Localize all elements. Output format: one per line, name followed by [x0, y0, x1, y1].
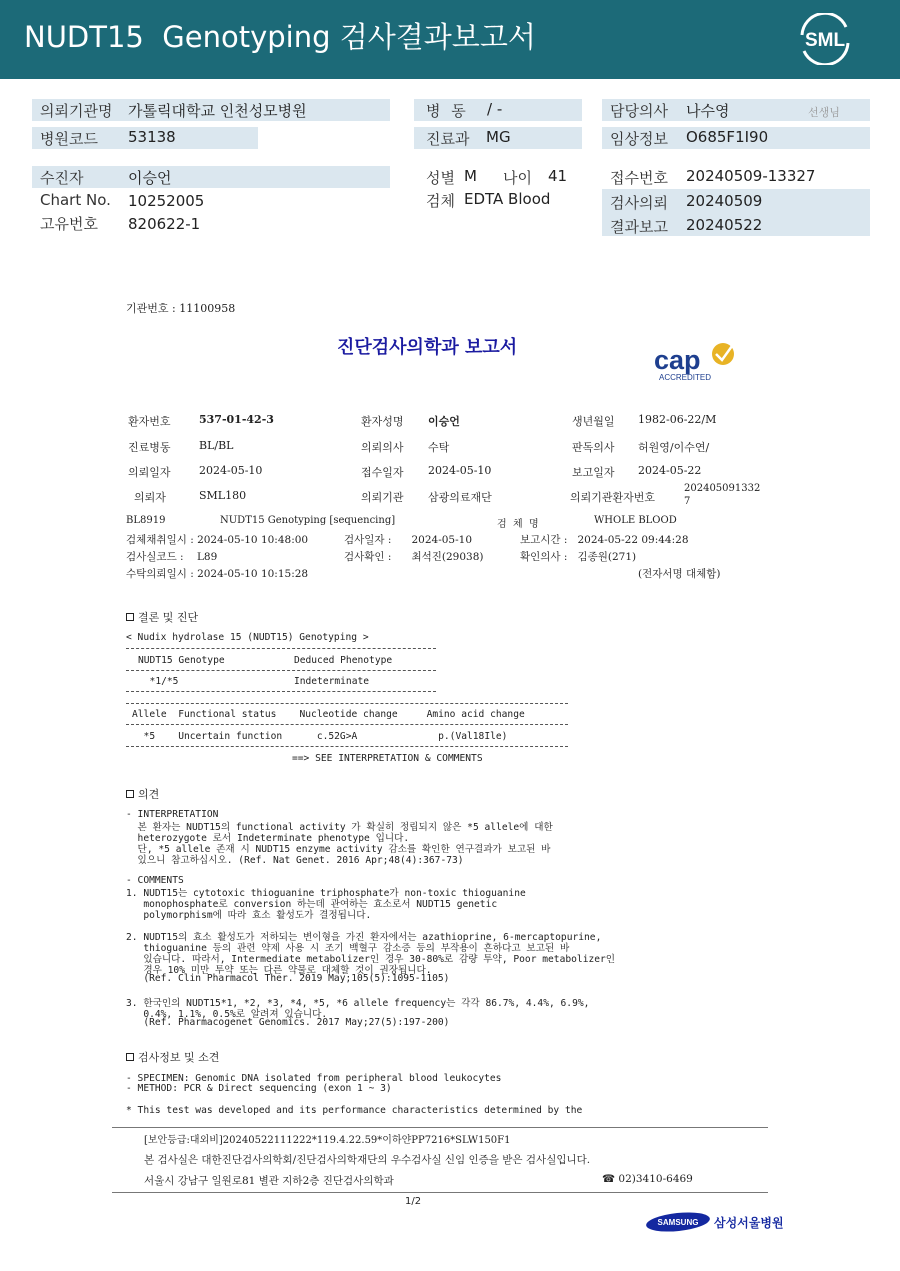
page-title: NUDT15 Genotyping 검사결과보고서	[24, 20, 536, 54]
rpt-row4-v2: 삼광의료재단	[428, 491, 492, 504]
test-code: BL8919	[126, 515, 166, 526]
svg-text:SAMSUNG: SAMSUNG	[657, 1218, 699, 1227]
hospital-code-label: 병원코드	[40, 130, 98, 148]
sml-logo-icon	[796, 13, 854, 65]
divider	[126, 691, 436, 692]
rpt-row3-v1: 2024-05-10	[199, 464, 263, 477]
allele-table-row: *5 Uncertain function c.52G>A p.(Val18Ile)	[132, 731, 508, 742]
page-number: 1/2	[405, 1196, 422, 1207]
specimen-value: EDTA Blood	[464, 190, 551, 208]
rpt-row2-v2: 수탁	[428, 441, 450, 454]
rpt-row4-v3b: 7	[684, 496, 691, 507]
report-title: 진단검사의학과 보고서	[337, 337, 518, 358]
clinical-info-label: 임상정보	[610, 130, 668, 148]
accession-label: 접수번호	[610, 169, 668, 187]
dept-value: MG	[486, 128, 511, 146]
rpt-row2-v1: BL/BL	[199, 439, 234, 452]
dept-label: 진료과	[426, 130, 470, 148]
age-label: 나이	[503, 169, 532, 187]
section-square-icon	[126, 790, 134, 798]
chart-value: 10252005	[128, 192, 205, 210]
comment2-line: thioguanine 등의 관련 약제 사용 시 조기 백혈구 감소증 등의 부작용이 흔하다고 보고된 바	[126, 943, 570, 954]
interp-line: heterozygote 로서 Indeterminate phenotype 입니다.	[126, 833, 410, 844]
specimen-label: 검체	[426, 192, 455, 210]
rpt-row1-v1: 537-01-42-3	[199, 413, 274, 426]
samsung-ellipse-icon	[645, 1211, 711, 1233]
rpt-row3-l3: 보고일자	[572, 466, 615, 479]
sex-label: 성별	[426, 169, 455, 187]
esign-note: (전자서명 대체함)	[638, 568, 721, 580]
doctor-value: 나수영	[686, 102, 730, 120]
rpt-row3-l1: 의뢰일자	[128, 466, 171, 479]
hospital-name: 삼성서울병원	[714, 1216, 784, 1230]
doctor-suffix: 선생님	[808, 106, 840, 119]
id-label: 고유번호	[40, 215, 98, 233]
ward-label: 병 동	[426, 102, 466, 120]
rpt-row4-l3: 의뢰기관환자번호	[570, 491, 656, 504]
svg-text:cap: cap	[654, 345, 701, 375]
genotype-table-header: NUDT15 Genotype Deduced Phenotype	[138, 655, 393, 666]
comment3-line: 0.4%, 1.1%, 0.5%로 알려져 있습니다.	[126, 1009, 328, 1020]
report-date-label: 결과보고	[610, 218, 668, 236]
comment2-line: 있습니다. 따라서, Intermediate metabolizer인 경우 30-80%로 감량 투약, Poor metabolizer인	[126, 954, 616, 965]
test-name: NUDT15 Genotyping [sequencing]	[220, 515, 396, 526]
disclaimer: * This test was developed and its performance characteristics determined by the	[126, 1105, 583, 1116]
rpt-row1-l1: 환자번호	[128, 415, 171, 428]
comment2-line: 경우 10% 미만 투약 또는 다른 약물로 대체할 것이 권장됩니다.	[126, 965, 432, 976]
rpt-row2-l3: 판독의사	[572, 441, 615, 454]
interp-line: - INTERPRETATION	[126, 809, 219, 820]
section-conclusion	[126, 609, 198, 625]
see-interpretation: ==> SEE INTERPRETATION & COMMENTS	[292, 753, 483, 764]
rpt-row4-l1: 의뢰자	[134, 491, 166, 504]
request-date-value: 20240509	[686, 192, 763, 210]
allele-table-header: Allele Functional status Nucleotide change Amino acid change	[132, 709, 525, 720]
comment2-line: (Ref. Clin Pharmacol Ther. 2019 May;105(5):1095-1105)	[126, 973, 450, 984]
sml-logo-text: SML	[804, 30, 846, 51]
accession-value: 20240509-13327	[686, 167, 816, 185]
divider	[126, 724, 568, 725]
rpt-row4-v1: SML180	[199, 489, 247, 502]
sex-value: M	[464, 167, 477, 185]
rpt-row3-v2: 2024-05-10	[428, 464, 492, 477]
divider	[112, 1192, 768, 1193]
comment-line: - COMMENTS	[126, 875, 184, 886]
section-opinion-label: 의견	[138, 788, 160, 801]
age-value: 41	[548, 167, 568, 185]
collect-datetime: 검체채취일시 : 2024-05-10 10:48:00	[126, 534, 309, 546]
doctor-label: 담당의사	[610, 102, 668, 120]
comment-line: monophosphate로 conversion 하는데 관여하는 효소로서 NUDT15 genetic	[126, 899, 498, 910]
report-header	[0, 0, 900, 79]
interp-line: 단, *5 allele 존재 시 NUDT15 enzyme activity 감소를 확인한 연구결과가 보고된 바	[126, 844, 551, 855]
rpt-row2-l1: 진료병동	[128, 441, 171, 454]
test-specimen: WHOLE BLOOD	[594, 515, 677, 526]
chart-label: Chart No.	[40, 191, 111, 209]
room-code: 검사실코드 : L89	[126, 551, 218, 563]
comment3-line: 3. 한국인의 NUDT15*1, *2, *3, *4, *5, *6 allele frequency는 각각 86.7%, 4.4%, 6.9%,	[126, 998, 590, 1009]
section-opinion	[126, 786, 159, 802]
test-specimen-label: 검 체 명	[497, 519, 539, 530]
rpt-row2-v3: 허원영/이수연/	[638, 441, 710, 454]
section-conclusion-label: 결론 및 진단	[138, 611, 199, 624]
test-info-line: - METHOD: PCR & Direct sequencing (exon 1 ~ 3)	[126, 1083, 392, 1094]
rpt-row4-v3a: 202405091332	[684, 483, 761, 494]
comment-line: polymorphism에 따라 효소 활성도가 결정됩니다.	[126, 910, 372, 921]
certification-line: 본 검사실은 대한진단검사의학회/진단검사의학재단의 우수검사실 신임 인증을 받은 검사실입니다.	[144, 1154, 591, 1166]
clinical-info-value: O685F1I90	[686, 128, 769, 146]
requesting-org-value: 가톨릭대학교 인천성모병원	[128, 102, 307, 120]
patient-label: 수진자	[40, 169, 84, 187]
confirm-doctor: 확인의사 : 김종원(271)	[520, 551, 637, 563]
comment3-line: (Ref. Pharmacogenet Genomics. 2017 May;27(5):197-200)	[126, 1017, 450, 1028]
section-square-icon	[126, 1053, 134, 1061]
rpt-row1-v3: 1982-06-22/M	[638, 413, 717, 426]
cap-accredited-logo-icon	[650, 340, 746, 384]
rpt-row3-v3: 2024-05-22	[638, 464, 702, 477]
rpt-row1-l3: 생년월일	[572, 415, 615, 428]
id-value: 820622-1	[128, 215, 201, 233]
divider	[126, 703, 568, 704]
rpt-row4-l2: 의뢰기관	[361, 491, 404, 504]
interp-line: 본 환자는 NUDT15의 functional activity 가 확실히 정립되지 않은 *5 allele에 대한	[126, 822, 553, 833]
rpt-row1-l2: 환자성명	[361, 415, 404, 428]
patient-bar	[32, 166, 390, 188]
divider	[126, 648, 436, 649]
exam-confirm: 검사확인 : 최석진(29038)	[344, 551, 484, 563]
comment-line: 1. NUDT15는 cytotoxic thioguanine triphosphate가 non-toxic thioguanine	[126, 888, 526, 899]
request-date-label: 검사의뢰	[610, 194, 668, 212]
samsung-hospital-logo	[645, 1211, 784, 1233]
genotyping-subtitle: < Nudix hydrolase 15 (NUDT15) Genotyping >	[126, 632, 369, 643]
divider	[126, 670, 436, 671]
divider	[112, 1127, 768, 1128]
rpt-row1-v2: 이승언	[428, 415, 460, 428]
section-test-info-label: 검사정보 및 소견	[138, 1051, 220, 1064]
comment2-line: 2. NUDT15의 효소 활성도가 저하되는 변이형을 가진 환자에서는 azathioprine, 6-mercaptopurine,	[126, 932, 602, 943]
test-info-line: - SPECIMEN: Genomic DNA isolated from peripheral blood leukocytes	[126, 1073, 502, 1084]
report-time: 보고시간 : 2024-05-22 09:44:28	[520, 534, 689, 546]
svg-text:ACCREDITED: ACCREDITED	[659, 373, 712, 382]
rpt-row2-l2: 의뢰의사	[361, 441, 404, 454]
security-line: [보안등급:대외비]20240522111222*119.4.22.59*이하얀PP7216*SLW150F1	[144, 1135, 511, 1146]
ward-value: / -	[487, 100, 503, 118]
divider	[126, 746, 568, 747]
phone-line: ☎ 02)3410-6469	[602, 1173, 693, 1185]
outsource-datetime: 수탁의뢰일시 : 2024-05-10 10:15:28	[126, 568, 309, 580]
org-number: 기관번호 : 11100958	[126, 302, 236, 315]
genotype-table-row: *1/*5 Indeterminate	[138, 676, 370, 687]
rpt-row3-l2: 접수일자	[361, 466, 404, 479]
section-test-info	[126, 1049, 219, 1065]
hospital-code-value: 53138	[128, 128, 176, 146]
patient-value: 이승언	[128, 169, 172, 187]
exam-date: 검사일자 : 2024-05-10	[344, 534, 473, 546]
requesting-org-label: 의뢰기관명	[40, 102, 113, 120]
interp-line: 있으니 참고하십시오. (Ref. Nat Genet. 2016 Apr;48(4):367-73)	[126, 855, 464, 866]
report-date-value: 20240522	[686, 216, 763, 234]
address-line: 서울시 강남구 일원로81 별관 지하2층 진단검사의학과	[144, 1175, 394, 1187]
section-square-icon	[126, 613, 134, 621]
